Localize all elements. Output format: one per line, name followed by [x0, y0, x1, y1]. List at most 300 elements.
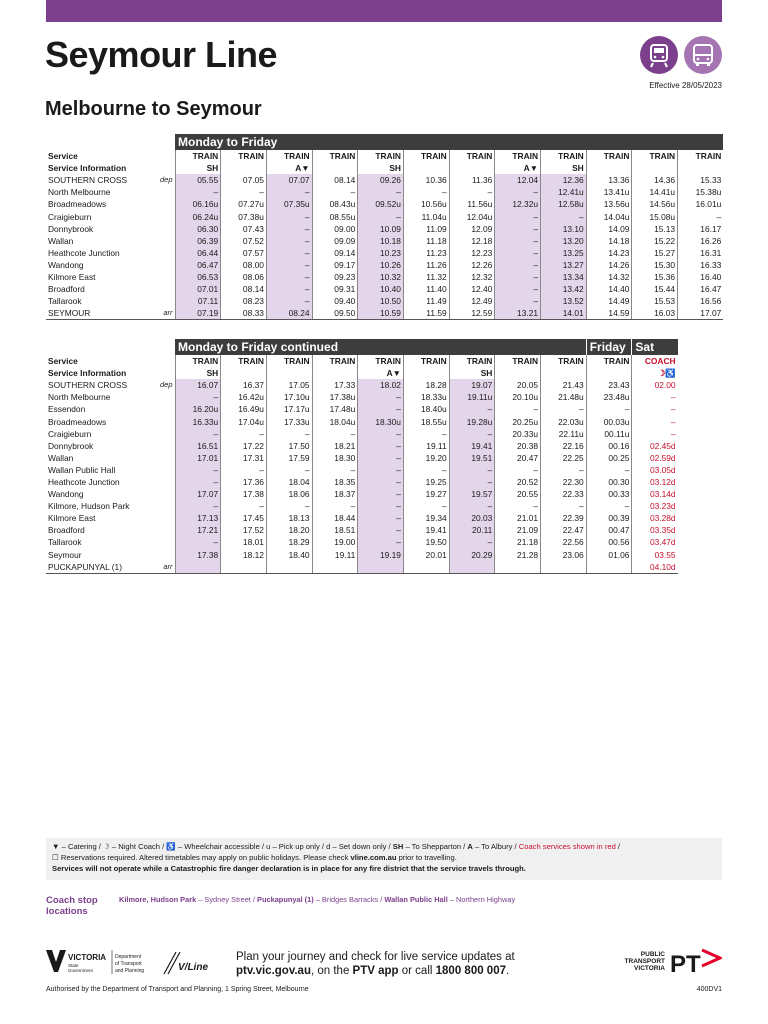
time-cell: 02.45d	[632, 440, 678, 452]
table-row	[46, 452, 678, 464]
time-cell: 03.14d	[632, 488, 678, 500]
time-cell: 07.35u	[266, 198, 312, 210]
time-cell: 06.53	[175, 271, 221, 283]
time-cell: 12.32u	[495, 198, 541, 210]
time-cell: –	[266, 500, 312, 512]
table-row	[46, 428, 678, 440]
time-cell: 07.38u	[221, 210, 267, 222]
time-cell: –	[449, 536, 495, 548]
time-cell: 16.56	[678, 295, 724, 307]
time-cell: 15.38u	[678, 186, 724, 198]
time-cell: –	[403, 428, 449, 440]
timetable-monday-friday-continued	[46, 339, 678, 574]
time-cell: 18.44	[312, 512, 358, 524]
time-cell: 15.30	[632, 259, 678, 271]
time-cell: –	[266, 464, 312, 476]
time-cell: 06.30	[175, 223, 221, 235]
time-cell: –	[312, 428, 358, 440]
time-cell: 19.27	[403, 488, 449, 500]
service-info-cell: A▼	[266, 162, 312, 174]
time-cell: 03.05d	[632, 464, 678, 476]
time-cell: 09.14	[312, 247, 358, 259]
time-cell: 12.41u	[541, 186, 587, 198]
dep-arr-marker	[158, 295, 175, 307]
service-type-cell: TRAIN	[403, 355, 449, 367]
service-info-cell: SH	[541, 162, 587, 174]
time-cell: 13.21	[495, 307, 541, 320]
table-row	[46, 198, 723, 210]
time-cell: 07.19	[175, 307, 221, 320]
time-cell	[403, 561, 449, 574]
time-cell: –	[541, 210, 587, 222]
time-cell: 15.13	[632, 223, 678, 235]
table-row	[46, 283, 723, 295]
time-cell: –	[221, 428, 267, 440]
time-cell: 19.11	[312, 549, 358, 561]
service-info-cell	[221, 162, 267, 174]
logo-text-government: Government	[68, 968, 93, 973]
time-cell: –	[495, 500, 541, 512]
service-type-cell: TRAIN	[312, 355, 358, 367]
time-cell: 16.31	[678, 247, 724, 259]
time-cell: –	[175, 186, 221, 198]
time-cell: 17.07	[678, 307, 724, 320]
time-cell: 20.33u	[495, 428, 541, 440]
time-cell: 06.44	[175, 247, 221, 259]
time-cell: –	[495, 247, 541, 259]
time-cell: 07.57	[221, 247, 267, 259]
time-cell: 10.59	[358, 307, 404, 320]
time-cell	[358, 561, 404, 574]
time-cell	[312, 561, 358, 574]
time-cell: 12.40	[449, 283, 495, 295]
time-cell: 15.08u	[632, 210, 678, 222]
time-cell: 13.25	[541, 247, 587, 259]
time-cell: 06.24u	[175, 210, 221, 222]
time-cell: –	[632, 391, 678, 403]
time-cell: 17.59	[266, 452, 312, 464]
time-cell: 16.37	[221, 379, 267, 391]
time-cell: –	[266, 283, 312, 295]
service-type-cell: TRAIN	[495, 150, 541, 162]
time-cell: 18.04u	[312, 415, 358, 427]
time-cell: 16.51	[175, 440, 221, 452]
service-type-cell: TRAIN	[586, 355, 632, 367]
time-cell: 11.36	[449, 174, 495, 186]
time-cell: 05.55	[175, 174, 221, 186]
coach-stop-label: Coach stop locations	[46, 895, 98, 917]
dep-arr-marker: dep	[160, 380, 173, 390]
dep-arr-marker	[158, 428, 175, 440]
table-row	[46, 403, 678, 415]
dep-arr-marker	[158, 198, 175, 210]
ptv-logo-text-3: VICTORIA	[634, 965, 665, 972]
station-name: Wallan	[48, 452, 74, 463]
time-cell: –	[358, 403, 404, 415]
station-name: Tallarook	[48, 537, 82, 548]
time-cell: –	[266, 247, 312, 259]
time-cell: 12.59	[449, 307, 495, 320]
time-cell: 16.07	[175, 379, 221, 391]
time-cell: 17.04u	[221, 415, 267, 427]
station-name: Kilmore, Hudson Park	[48, 501, 130, 512]
time-cell: 18.55u	[403, 415, 449, 427]
time-cell: 21.48u	[541, 391, 587, 403]
time-cell: –	[632, 415, 678, 427]
time-cell: –	[495, 464, 541, 476]
time-cell: 16.20u	[175, 403, 221, 415]
time-cell: –	[221, 186, 267, 198]
time-cell: 19.07	[449, 379, 495, 391]
time-cell: –	[221, 500, 267, 512]
time-cell: 14.26	[586, 259, 632, 271]
time-cell: 07.52	[221, 235, 267, 247]
time-cell: 18.01	[221, 536, 267, 548]
time-cell: 16.47	[678, 283, 724, 295]
time-cell: –	[175, 500, 221, 512]
time-cell: 22.39	[541, 512, 587, 524]
time-cell: 15.22	[632, 235, 678, 247]
service-info-cell	[403, 367, 449, 379]
service-type-cell: TRAIN	[266, 355, 312, 367]
logo-text-dept-1: Department	[115, 954, 142, 960]
time-cell: –	[541, 464, 587, 476]
station-name: Broadmeadows	[48, 199, 107, 210]
time-cell: 23.06	[541, 549, 587, 561]
station-name: Wallan Public Hall	[48, 464, 116, 475]
time-cell: –	[403, 464, 449, 476]
time-cell: 11.32	[403, 271, 449, 283]
time-cell: –	[678, 210, 724, 222]
victoria-government-logo	[46, 948, 146, 978]
time-cell: –	[495, 295, 541, 307]
time-cell: –	[358, 452, 404, 464]
station-name: Heathcote Junction	[48, 476, 120, 487]
service-info-cell: SH	[175, 367, 221, 379]
service-info-row	[46, 367, 678, 379]
time-cell: –	[449, 476, 495, 488]
station-name: Seymour	[48, 549, 82, 560]
table-row	[46, 488, 678, 500]
train-icon	[640, 36, 678, 74]
time-cell: 19.41	[403, 524, 449, 536]
time-cell: 21.09	[495, 524, 541, 536]
vline-logo-text: V/Line	[178, 962, 209, 973]
ptv-phone-number[interactable]: 1800 800 007	[435, 965, 506, 977]
service-type-cell: TRAIN	[632, 150, 678, 162]
time-cell: –	[358, 476, 404, 488]
time-cell: 20.11	[449, 524, 495, 536]
time-cell: –	[495, 223, 541, 235]
time-cell: 11.23	[403, 247, 449, 259]
time-cell: 19.41	[449, 440, 495, 452]
time-cell: 09.31	[312, 283, 358, 295]
legend-line-3: Services will not operate while a Catastrophic fire danger declaration is in place for any fire district that the service travels through.	[52, 864, 526, 873]
time-cell: 09.40	[312, 295, 358, 307]
time-cell: 03.55	[632, 549, 678, 561]
service-type-cell: TRAIN	[586, 150, 632, 162]
time-cell: 08.14	[312, 174, 358, 186]
station-name: North Melbourne	[48, 187, 111, 198]
time-cell: 13.56u	[586, 198, 632, 210]
time-cell: 00.39	[586, 512, 632, 524]
time-cell: 18.40	[266, 549, 312, 561]
dep-arr-marker	[158, 440, 175, 452]
time-cell: 21.28	[495, 549, 541, 561]
time-cell: 03.47d	[632, 536, 678, 548]
dep-arr-marker	[158, 512, 175, 524]
time-cell: 08.23	[221, 295, 267, 307]
time-cell: –	[312, 464, 358, 476]
time-cell: 09.00	[312, 223, 358, 235]
legend-line-1: ▼ – Catering / ☽ – Night Coach / ♿ – Wheelchair accessible / u – Pick up only / d – Set down only / SH – To Shepparton / A – To Albury / Coach services shown in red /	[52, 842, 621, 851]
service-type-cell: TRAIN	[541, 355, 587, 367]
table-row	[46, 259, 723, 271]
service-type-cell: TRAIN	[221, 355, 267, 367]
service-info-cell: SH	[358, 162, 404, 174]
section-heading: Monday to Friday	[175, 134, 723, 150]
station-name: Tallarook	[48, 296, 82, 307]
dep-arr-marker	[158, 247, 175, 259]
time-cell: –	[449, 500, 495, 512]
time-cell: –	[358, 488, 404, 500]
time-cell: –	[266, 223, 312, 235]
time-cell: –	[632, 403, 678, 415]
time-cell: 08.00	[221, 259, 267, 271]
time-cell: 21.18	[495, 536, 541, 548]
time-cell: 15.27	[632, 247, 678, 259]
time-cell	[586, 561, 632, 574]
table-row	[46, 379, 678, 391]
time-cell: 13.36	[586, 174, 632, 186]
time-cell: 20.03	[449, 512, 495, 524]
time-cell: –	[495, 210, 541, 222]
time-cell: –	[449, 428, 495, 440]
time-cell: 19.28u	[449, 415, 495, 427]
time-cell: 12.09	[449, 223, 495, 235]
time-cell: 03.28d	[632, 512, 678, 524]
station-name: Broadford	[48, 525, 85, 536]
time-cell: 22.11u	[541, 428, 587, 440]
time-cell: 18.02	[358, 379, 404, 391]
time-cell: 18.06	[266, 488, 312, 500]
station-name: Donnybrook	[48, 440, 94, 451]
time-cell: 06.16u	[175, 198, 221, 210]
plan-line-2: ptv.vic.gov.au, on the PTV app or call 1800 800 007.	[236, 965, 510, 977]
table-row	[46, 512, 678, 524]
time-cell: –	[495, 283, 541, 295]
time-cell: 20.10u	[495, 391, 541, 403]
table-row	[46, 524, 678, 536]
dep-arr-marker: arr	[158, 307, 175, 320]
station-name: Kilmore East	[48, 271, 96, 282]
plan-line-1: Plan your journey and check for live service updates at	[236, 951, 515, 963]
time-cell: 02.59d	[632, 452, 678, 464]
time-cell: 11.18	[403, 235, 449, 247]
time-cell: 18.40u	[403, 403, 449, 415]
time-cell	[449, 561, 495, 574]
time-cell: 10.40	[358, 283, 404, 295]
section-heading: Monday to Friday continued	[175, 339, 586, 355]
time-cell: 00.03u	[586, 415, 632, 427]
time-cell: 12.32	[449, 271, 495, 283]
time-cell: 07.07	[266, 174, 312, 186]
time-cell: –	[175, 464, 221, 476]
dep-arr-marker	[158, 391, 175, 403]
ptv-website-link[interactable]: ptv.vic.gov.au	[236, 965, 311, 977]
time-cell: 18.12	[221, 549, 267, 561]
time-cell: –	[358, 464, 404, 476]
dep-arr-marker	[158, 415, 175, 427]
time-cell: 17.33u	[266, 415, 312, 427]
time-cell: 17.48u	[312, 403, 358, 415]
time-cell: 04.10d	[632, 561, 678, 574]
station-name: Wallan	[48, 235, 74, 246]
time-cell: 10.23	[358, 247, 404, 259]
time-cell: 18.30u	[358, 415, 404, 427]
station-name: SEYMOUR	[46, 307, 158, 320]
time-cell: –	[312, 186, 358, 198]
station-name: Craigieburn	[48, 211, 92, 222]
time-cell: 12.04u	[449, 210, 495, 222]
time-cell: 17.07	[175, 488, 221, 500]
time-cell: 18.51	[312, 524, 358, 536]
time-cell: 16.26	[678, 235, 724, 247]
time-cell: 16.03	[632, 307, 678, 320]
time-cell: 09.23	[312, 271, 358, 283]
time-cell: 16.33	[678, 259, 724, 271]
service-info-cell	[266, 367, 312, 379]
time-cell: –	[266, 210, 312, 222]
service-info-cell: ☽♿	[632, 367, 678, 379]
page-subtitle: Melbourne to Seymour	[45, 98, 262, 120]
time-cell: 00.30	[586, 476, 632, 488]
time-cell	[541, 561, 587, 574]
service-info-cell: SH	[449, 367, 495, 379]
table-row	[46, 561, 678, 574]
legend-line-2: ☐ Reservations required. Altered timetables may apply on public holidays. Please check vline.com.au prior to travelling.	[52, 853, 457, 862]
header-spacer	[46, 134, 175, 150]
time-cell: 17.17u	[266, 403, 312, 415]
service-info-cell	[586, 367, 632, 379]
service-info-cell	[403, 162, 449, 174]
section-heading-friday: Friday	[586, 339, 632, 355]
time-cell: 07.43	[221, 223, 267, 235]
time-cell: 12.23	[449, 247, 495, 259]
time-cell: 14.56u	[632, 198, 678, 210]
time-cell: –	[449, 464, 495, 476]
time-cell: 12.58u	[541, 198, 587, 210]
station-name: Heathcote Junction	[48, 247, 120, 258]
time-cell: 07.11	[175, 295, 221, 307]
time-cell: 17.10u	[266, 391, 312, 403]
station-name: Kilmore East	[48, 513, 96, 524]
time-cell: –	[632, 428, 678, 440]
time-cell: 12.04	[495, 174, 541, 186]
time-cell: 10.36	[403, 174, 449, 186]
time-cell: –	[358, 536, 404, 548]
dep-arr-marker	[158, 283, 175, 295]
service-type-cell: TRAIN	[358, 355, 404, 367]
table-row	[46, 174, 723, 186]
dep-arr-marker	[158, 223, 175, 235]
service-info-cell	[449, 162, 495, 174]
page-title: Seymour Line	[45, 34, 278, 75]
dep-arr-marker	[158, 259, 175, 271]
time-cell: 23.48u	[586, 391, 632, 403]
time-cell: 12.18	[449, 235, 495, 247]
time-cell: 07.05	[221, 174, 267, 186]
time-cell: 11.56u	[449, 198, 495, 210]
dep-arr-marker	[158, 488, 175, 500]
service-info-cell	[632, 162, 678, 174]
time-cell: 17.45	[221, 512, 267, 524]
service-info-cell: A▼	[495, 162, 541, 174]
service-type-cell: TRAIN	[495, 355, 541, 367]
table-row	[46, 536, 678, 548]
time-cell: 19.19	[358, 549, 404, 561]
time-cell: 19.57	[449, 488, 495, 500]
dep-arr-marker	[158, 403, 175, 415]
table-row	[46, 223, 723, 235]
table-row	[46, 415, 678, 427]
time-cell: 01.06	[586, 549, 632, 561]
timetable-monday-friday	[46, 134, 723, 320]
time-cell: –	[495, 186, 541, 198]
time-cell: 11.26	[403, 259, 449, 271]
time-cell: 19.00	[312, 536, 358, 548]
time-cell: –	[403, 186, 449, 198]
time-cell: 20.38	[495, 440, 541, 452]
time-cell: 20.55	[495, 488, 541, 500]
table-row	[46, 295, 723, 307]
time-cell: 15.53	[632, 295, 678, 307]
time-cell	[175, 561, 221, 574]
time-cell: 14.09	[586, 223, 632, 235]
time-cell: –	[266, 235, 312, 247]
time-cell: 02.00	[632, 379, 678, 391]
service-type-cell: TRAIN	[221, 150, 267, 162]
time-cell: 03.23d	[632, 500, 678, 512]
service-type-cell: TRAIN	[449, 150, 495, 162]
time-cell: 23.43	[586, 379, 632, 391]
section-heading-saturday: Sat	[632, 339, 678, 355]
time-cell: 11.04u	[403, 210, 449, 222]
effective-date: Effective 28/05/2023	[649, 81, 722, 90]
time-cell: 08.14	[221, 283, 267, 295]
time-cell: 13.42	[541, 283, 587, 295]
time-cell: 10.56u	[403, 198, 449, 210]
dep-arr-marker: dep	[160, 175, 173, 185]
time-cell: 09.09	[312, 235, 358, 247]
table-row	[46, 307, 723, 320]
document-code: 400DV1	[696, 986, 722, 993]
time-cell: 13.41u	[586, 186, 632, 198]
time-cell: 18.21	[312, 440, 358, 452]
time-cell: 18.28	[403, 379, 449, 391]
dep-arr-marker	[158, 476, 175, 488]
service-label: Service	[48, 356, 78, 367]
coach-stop-locations: Kilmore, Hudson Park – Sydney Street / Puckapunyal (1) – Bridges Barracks / Wallan Public Hall – Northern Highway	[119, 895, 516, 904]
time-cell: –	[175, 536, 221, 548]
time-cell: 10.26	[358, 259, 404, 271]
station-name: Wandong	[48, 259, 84, 270]
time-cell: 08.55u	[312, 210, 358, 222]
station-name: Wandong	[48, 489, 84, 500]
time-cell: 00.16	[586, 440, 632, 452]
service-info-label: Service Information	[48, 368, 127, 379]
time-cell: 17.13	[175, 512, 221, 524]
